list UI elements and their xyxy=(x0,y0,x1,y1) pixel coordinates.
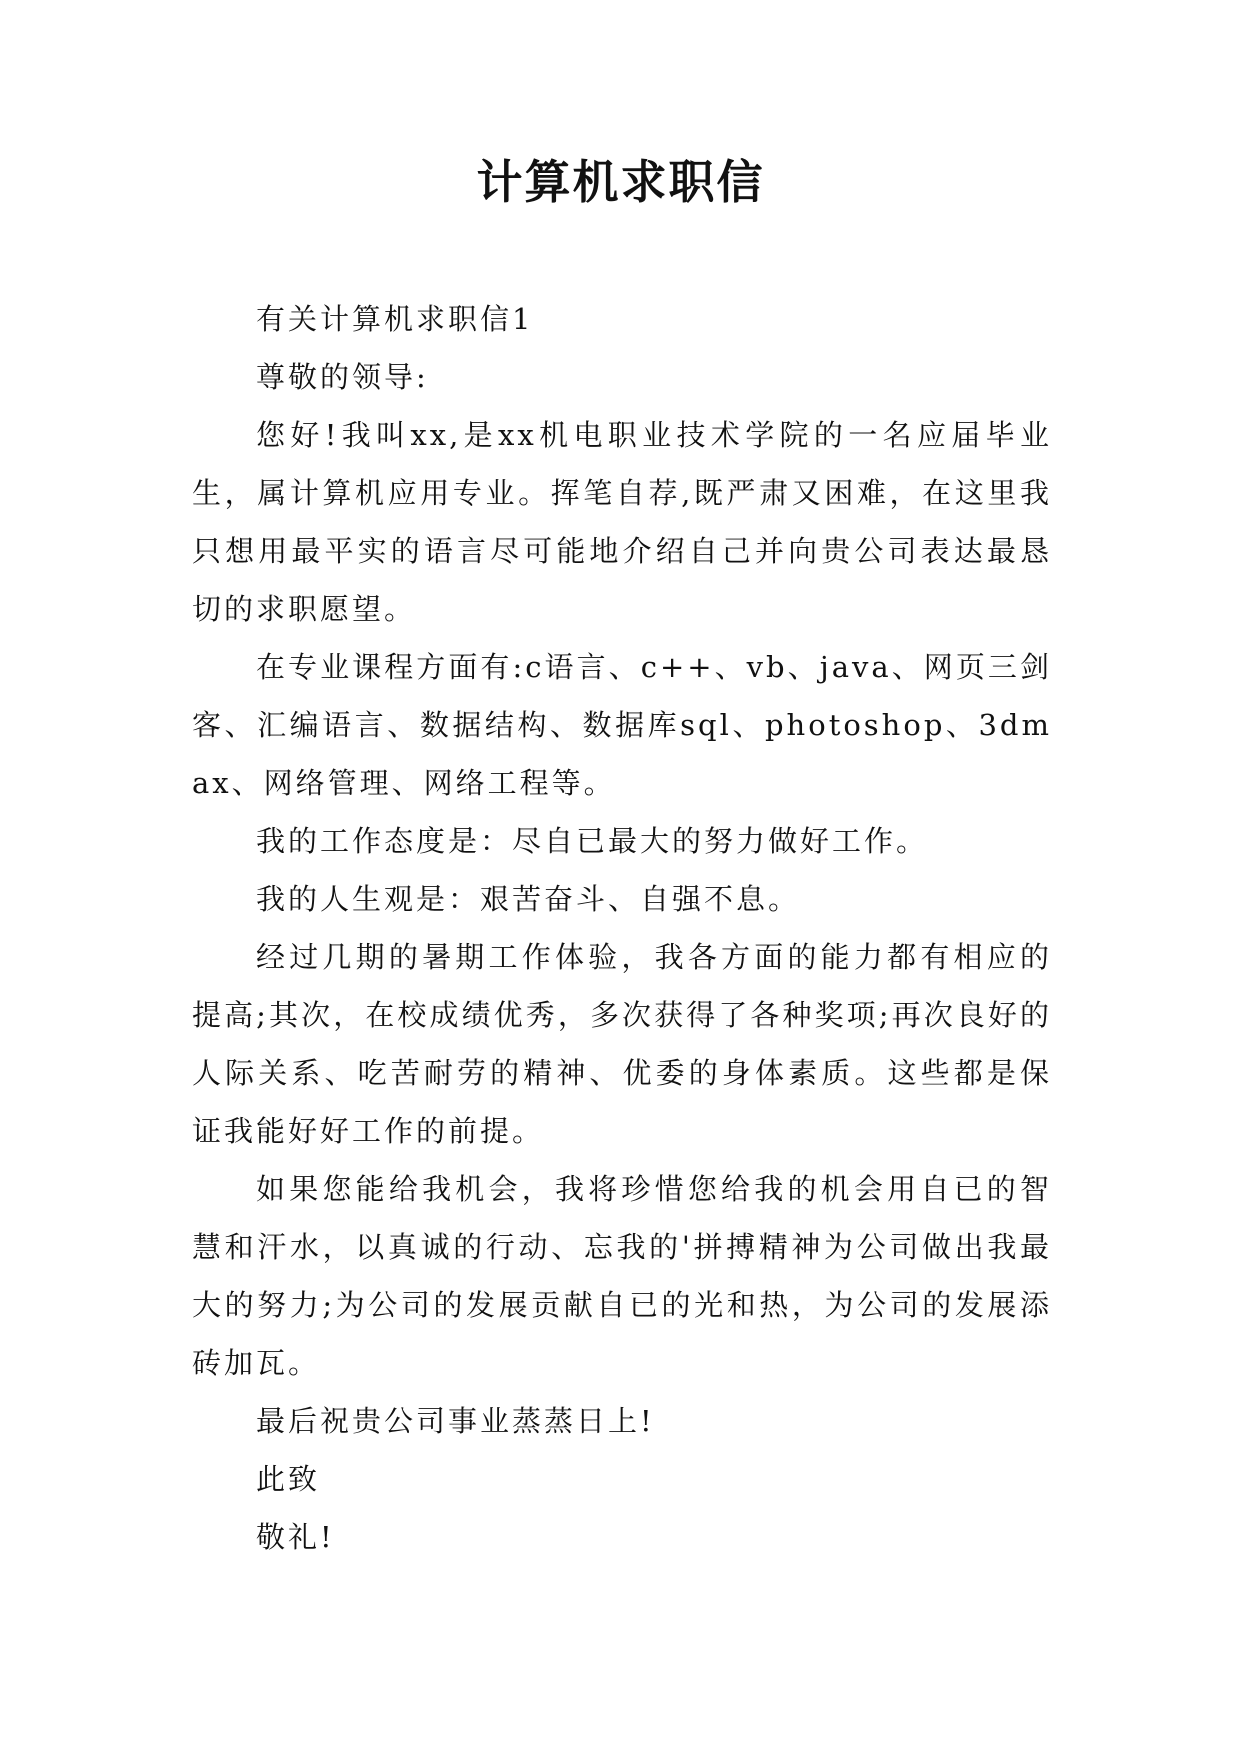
paragraph-regards: 敬礼! xyxy=(256,1520,335,1554)
paragraph-heading: 有关计算机求职信1 xyxy=(256,302,534,336)
paragraph-salutation: 尊敬的领导: xyxy=(256,360,429,394)
paragraph-closing: 此致 xyxy=(256,1462,321,1496)
paragraph-experience: 经过几期的暑期工作体验，我各方面的能力都有相应的提高;其次，在校成绩优秀，多次获得了各种奖项;再次良好的人际关系、吃苦耐劳的精神、优委的身体素质。这些都是保证我能好好工作的前提。 xyxy=(192,940,1052,1148)
paragraph-commitment: 如果您能给我机会，我将珍惜您给我的机会用自已的智慧和汗水，以真诚的行动、忘我的'拼搏精神为公司做出我最大的努力;为公司的发展贡献自已的光和热，为公司的发展添砖加瓦。 xyxy=(192,1172,1052,1380)
paragraph-courses: 在专业课程方面有:c语言、c++、vb、java、网页三剑客、汇编语言、数据结构、数据库sql、photoshop、3dmax、网络管理、网络工程等。 xyxy=(192,650,1052,800)
paragraph-wishes: 最后祝贵公司事业蒸蒸日上! xyxy=(256,1404,655,1438)
document-title: 计算机求职信 xyxy=(476,155,765,209)
paragraph-introduction: 您好!我叫xx,是xx机电职业技术学院的一名应届毕业生，属计算机应用专业。挥笔自荐,既严肃又困难，在这里我只想用最平实的语言尽可能地介绍自己并向贵公司表达最恳切的求职愿望。 xyxy=(192,418,1052,626)
letter-body xyxy=(192,290,1052,1566)
paragraph-life-view: 我的人生观是：艰苦奋斗、自强不息。 xyxy=(256,882,801,916)
paragraph-work-attitude: 我的工作态度是：尽自已最大的努力做好工作。 xyxy=(256,824,929,858)
